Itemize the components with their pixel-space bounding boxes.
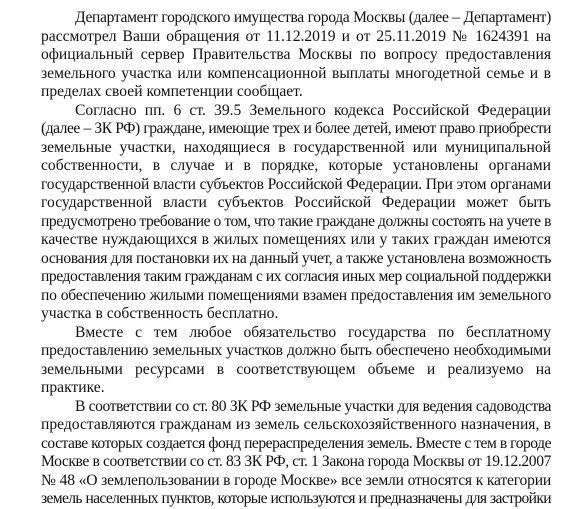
text-line: Департамент городского имущества города Москвы (далее – Департамент) (75, 9, 551, 26)
text-line: земельного участка или компенсационной выплаты многодетной семье и в (41, 64, 551, 82)
text-line: официальный сервер Правительства Москвы по вопросу предоставления (41, 46, 551, 63)
paragraph-state-obligation (41, 324, 551, 398)
text-line: № 48 «О землепользовании в городе Москве» все земли относятся к категории (41, 471, 551, 489)
text-line: государственной власти субъектов Российской Федерации. При этом органами (41, 175, 551, 193)
text-line: основания для постановки их на данный учет, а также установлена возможность (41, 249, 551, 267)
text-line: предоставления таким гражданам с их согласия иных мер социальной поддержки (41, 268, 551, 285)
text-line: практике. (41, 379, 105, 396)
text-line: участка в собственность бесплатно. (41, 305, 279, 322)
text-line: (далее – ЗК РФ) граждане, имеющие трех и более детей, имеют право приобрести (41, 120, 551, 137)
text-line: составе которых создается фонд перераспределения земель. Вместе с тем в городе (41, 434, 551, 452)
letter-body (41, 9, 551, 509)
text-line: собственности, в случае и в порядке, которые установлены органами (41, 157, 551, 174)
text-line: Согласно пп. 6 ст. 39.5 Земельного кодекса Российской Федерации (75, 101, 551, 119)
paragraph-department-review (41, 9, 551, 102)
text-line: Москве в соответствии со ст. 83 ЗК РФ, ст. 1 Закона города Москвы от 19.12.2007 (41, 453, 551, 470)
text-line: В соответствии со ст. 80 ЗК РФ земельные участки для ведения садоводства (75, 397, 551, 415)
text-line: качестве нуждающихся в жилых помещениях или у таких граждан имеются (41, 231, 551, 248)
paragraph-land-code-article (41, 102, 551, 324)
text-line: земельными ресурсами в соответствующем объеме и реализуемо на (41, 360, 551, 378)
text-line: государственной власти субъектов Российской Федерации может быть (41, 194, 551, 211)
text-line: пределах своей компетенции сообщает. (41, 83, 303, 100)
text-line: рассмотрел Ваши обращения от 11.12.2019 и от 25.11.2019 № 1624391 на (41, 27, 551, 45)
text-line: по обеспечению жилыми помещениями взамен предоставления им земельного (41, 286, 551, 304)
text-line: предусмотрено требование о том, что такие граждане должны состоять на учете в (41, 212, 551, 230)
text-line: предоставлению земельных участков должно быть обеспечено необходимыми (41, 342, 551, 359)
paragraph-article-80 (41, 398, 551, 509)
text-line: предоставляются гражданам из земель сельскохозяйственного назначения, в (41, 416, 551, 433)
text-line: земель населенных пунктов, которые используются и предназначены для застройки (41, 490, 551, 507)
text-line: Вместе с тем любое обязательство государства по бесплатному (75, 323, 551, 341)
text-line: земельные участки, находящиеся в государственной или муниципальной (41, 138, 551, 156)
